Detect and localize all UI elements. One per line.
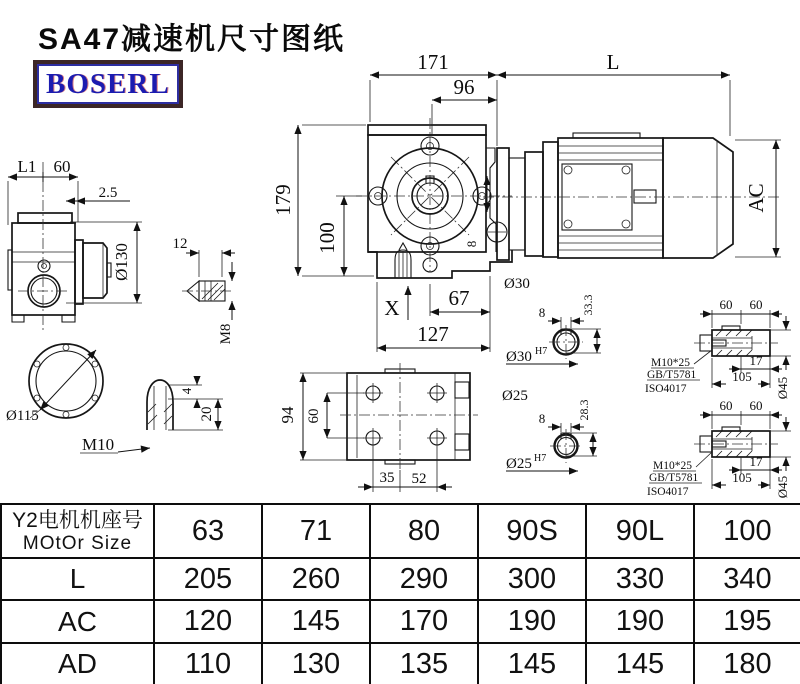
motor-size-90S: 90S: [478, 504, 586, 558]
cell-L-100: 340: [694, 558, 800, 600]
flange-view: [6, 344, 223, 454]
shaft-detail-upper: [645, 297, 791, 399]
dim-127: 127: [417, 322, 449, 346]
dim-4: 4: [179, 387, 194, 395]
label-bore-d30: Ø30: [504, 276, 530, 292]
cell-AC-90S: 190: [478, 600, 586, 643]
row-label-AD: AD: [1, 643, 154, 684]
dimension-table: [0, 503, 800, 684]
dim-d115: Ø115: [6, 408, 39, 424]
row-label-L: L: [1, 558, 154, 600]
bottom-view: [278, 363, 478, 492]
dim-60a-upper: 60: [719, 297, 733, 312]
dim-100: 100: [315, 222, 339, 254]
label-d30H7-sup: H7: [535, 346, 548, 357]
cell-AC-71: 145: [262, 600, 370, 643]
cell-AC-80: 170: [370, 600, 478, 643]
label-m10x25-lower: M10*25: [653, 460, 692, 472]
dim-28_3: 28.3: [577, 399, 591, 421]
cell-L-80: 290: [370, 558, 478, 600]
label-gb5781-lower: GB/T5781: [649, 472, 699, 484]
table-row-L: [1, 558, 800, 600]
table-header-row: [1, 504, 800, 558]
dim-d130: Ø130: [112, 243, 131, 281]
label-d25H7-sup: H7: [534, 453, 547, 464]
motor-size-header-cn: Y2电机机座号: [12, 508, 143, 532]
brand-logo-text: BOSERL: [37, 64, 179, 104]
dim-96: 96: [453, 75, 475, 99]
dim-8-key: 8: [464, 240, 479, 248]
motor-side-view: [483, 133, 782, 260]
cell-AD-90S: 145: [478, 643, 586, 684]
page-title: SA47减速机尺寸图纸: [38, 23, 346, 56]
assembly-dimensions: [271, 50, 781, 352]
dim-17-upper: 17: [749, 353, 763, 368]
label-gb5781-upper: GB/T5781: [647, 369, 697, 381]
dim-12: 12: [172, 236, 188, 252]
table-row-AC: [1, 600, 800, 643]
dim-L1: L1: [17, 157, 37, 176]
dim-171: 171: [417, 50, 449, 74]
m8-bolt-detail: [173, 236, 236, 344]
label-iso4017-lower: ISO4017: [647, 486, 689, 498]
row-label-AC: AC: [1, 600, 154, 643]
dim-94: 94: [278, 406, 297, 424]
dim-M10: M10: [82, 435, 115, 454]
cell-L-90S: 300: [478, 558, 586, 600]
motor-size-90L: 90L: [586, 504, 694, 558]
label-iso4017-upper: ISO4017: [645, 383, 687, 395]
dim-17-lower: 17: [749, 454, 763, 469]
label-d30H7: Ø30: [506, 349, 532, 365]
motor-size-100: 100: [694, 504, 800, 558]
cell-L-71: 260: [262, 558, 370, 600]
cell-L-90L: 330: [586, 558, 694, 600]
dim-L: L: [606, 50, 620, 74]
motor-size-63: 63: [154, 504, 262, 558]
motor-size-80: 80: [370, 504, 478, 558]
dim-X: X: [384, 296, 400, 320]
cell-AC-63: 120: [154, 600, 262, 643]
dim-179: 179: [271, 184, 295, 216]
dim-M8: M8: [218, 323, 234, 345]
section-d30: [506, 295, 601, 366]
motor-size-header: [1, 504, 154, 558]
dim-2_5: 2.5: [98, 185, 118, 201]
dim-AC: AC: [744, 183, 768, 213]
motor-size-71: 71: [262, 504, 370, 558]
table-row-AD: [1, 643, 800, 684]
dim-105-lower: 105: [732, 470, 752, 485]
cell-L-63: 205: [154, 558, 262, 600]
dim-105-upper: 105: [732, 369, 752, 384]
cell-AD-90L: 145: [586, 643, 694, 684]
dim-60b-upper: 60: [749, 297, 763, 312]
dim-60-side: 60: [53, 157, 71, 176]
dim-67: 67: [448, 286, 470, 310]
dim-33_3: 33.3: [581, 294, 595, 316]
dim-52: 52: [411, 471, 427, 487]
dim-60-bottom: 60: [306, 408, 322, 424]
dim-60b-lower: 60: [749, 398, 763, 413]
dim-d45-upper: Ø45: [775, 376, 790, 400]
cell-AC-90L: 190: [586, 600, 694, 643]
label-d25: Ø25: [502, 388, 528, 404]
cell-AD-80: 135: [370, 643, 478, 684]
cell-AD-100: 180: [694, 643, 800, 684]
left-side-view: [8, 157, 142, 330]
dim-35: 35: [379, 470, 395, 486]
cell-AC-100: 195: [694, 600, 800, 643]
cell-AD-71: 130: [262, 643, 370, 684]
shaft-detail-lower: [647, 398, 791, 498]
dim-8-sec30: 8: [538, 305, 546, 320]
dim-8-sec25: 8: [538, 411, 546, 426]
label-m10x25-upper: M10*25: [651, 357, 690, 369]
dim-20: 20: [199, 406, 215, 422]
section-d25: [502, 388, 597, 472]
dim-60a-lower: 60: [719, 398, 733, 413]
label-d25H7: Ø25: [506, 456, 532, 472]
cell-AD-63: 110: [154, 643, 262, 684]
dim-d45-lower: Ø45: [775, 475, 790, 499]
motor-size-header-en: MOtOr Size: [22, 532, 133, 554]
front-view-gearbox: [356, 118, 512, 278]
